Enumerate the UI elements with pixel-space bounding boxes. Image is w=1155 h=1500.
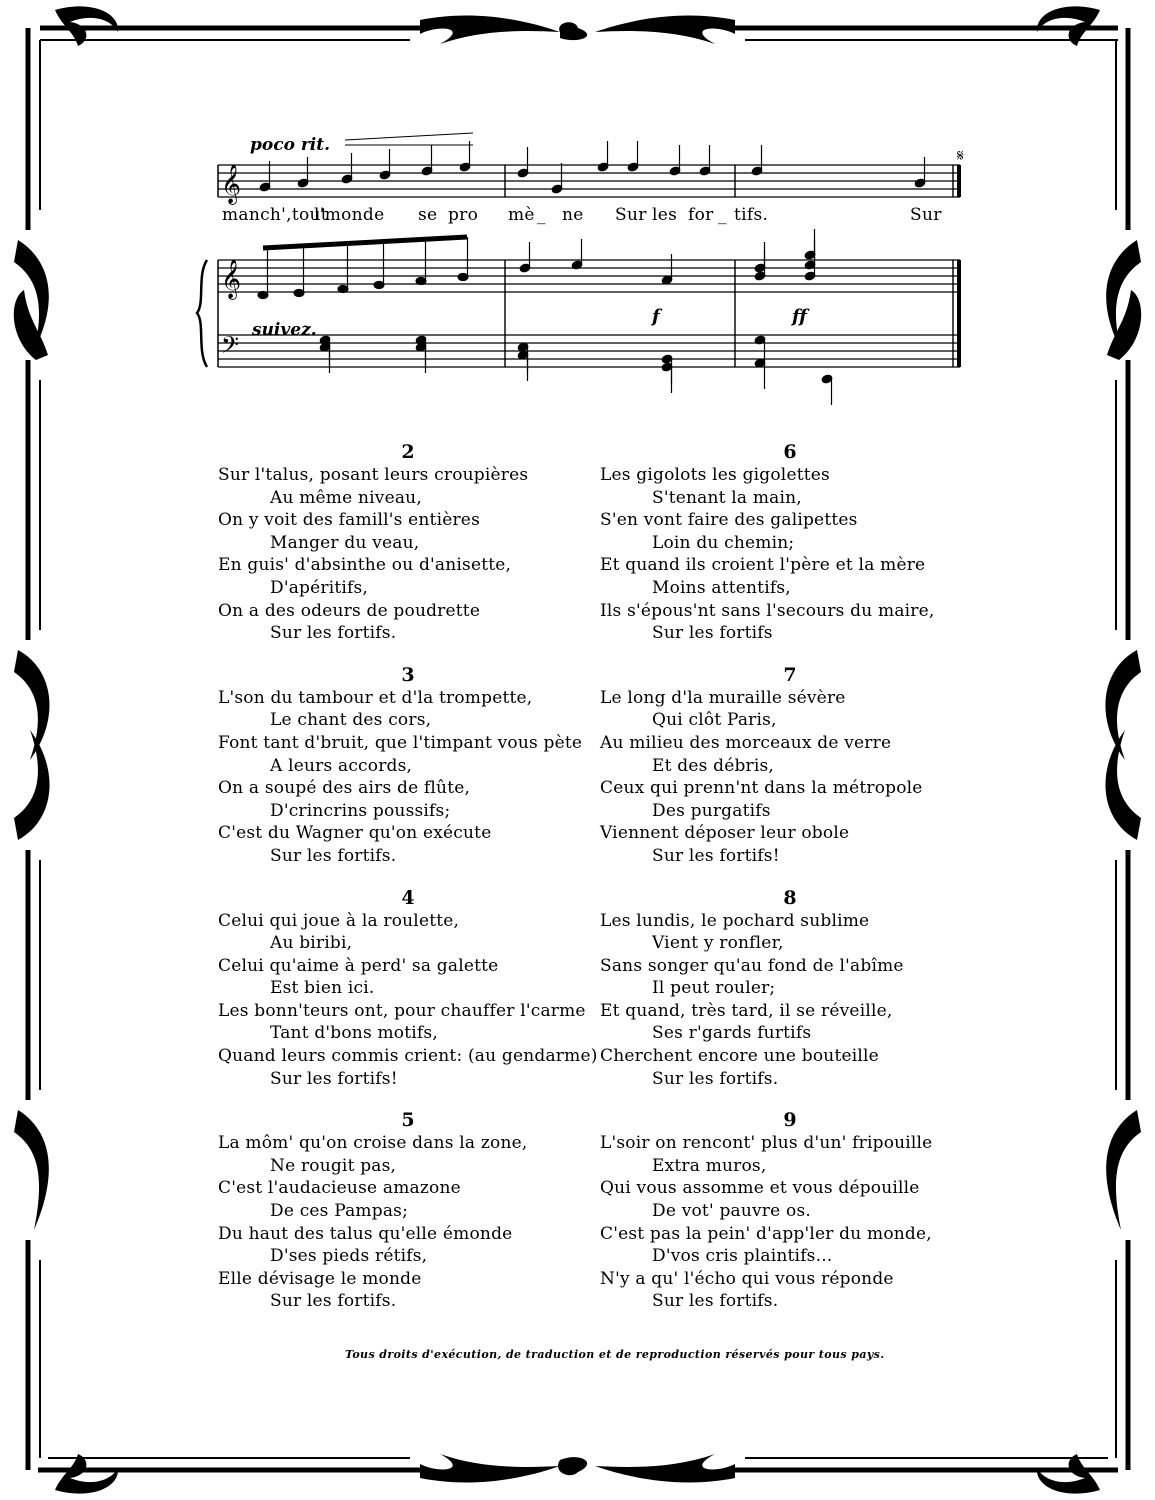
stanza-line: Elle dévisage le monde — [218, 1268, 422, 1289]
stanza-line: Quand leurs commis crient: (au gendarme) — [218, 1046, 598, 1067]
stanza-line: Ceux qui prenn'nt dans la métropole — [600, 778, 923, 799]
stanza-line: Manger du veau, — [270, 532, 420, 553]
stanza-line: En guis' d'absinthe ou d'anisette, — [218, 555, 512, 576]
piano-note — [374, 281, 384, 288]
stanza-line: Celui qu'aime à perd' sa galette — [218, 955, 499, 976]
lyric-syllable: ne — [562, 205, 584, 225]
stanza-line: Sur les fortifs. — [270, 623, 397, 644]
stanza-line: S'en vont faire des galipettes — [600, 510, 858, 531]
stanza — [600, 440, 980, 645]
stanza-line: Sur les fortifs. — [270, 845, 397, 866]
stanza — [600, 663, 980, 868]
svg-text:𝄢: 𝄢 — [221, 331, 240, 364]
music-staves — [195, 125, 975, 405]
lyric-syllable: _ — [537, 205, 546, 225]
stanza-line: Au milieu des morceaux de verre — [600, 732, 892, 753]
stanza-line: Qui vous assomme et vous dépouille — [600, 1178, 920, 1199]
stanza-line: Sur les fortifs — [652, 623, 773, 644]
dynamic-fortissimo: ff — [792, 306, 807, 327]
stanza-line: Extra muros, — [652, 1155, 767, 1176]
stanza-line: D'ses pieds rétifs, — [270, 1246, 428, 1267]
lyric-syllable: Sur — [910, 205, 942, 225]
stanza-number: 2 — [401, 441, 415, 463]
stanza-line: Ils s'épous'nt sans l'secours du maire, — [600, 600, 935, 621]
stanza-line: A leurs accords, — [270, 755, 413, 776]
stanza-line: Sur les fortifs! — [652, 845, 780, 866]
stanza — [218, 886, 598, 1091]
stanzas-left-column — [218, 440, 598, 1331]
stanza — [600, 1108, 980, 1313]
stanza-line: Il peut rouler; — [652, 978, 776, 999]
stanza-line: Sans songer qu'au fond de l'abîme — [600, 955, 904, 976]
stanza-number: 3 — [401, 663, 415, 686]
stanza-line: Ses r'gards furtifs — [652, 1023, 812, 1044]
lyric-syllable: manch',tout — [222, 205, 328, 225]
svg-text:𝄞: 𝄞 — [221, 164, 242, 204]
stanza-line: C'est du Wagner qu'on exécute — [218, 823, 492, 844]
stanza-line: On a soupé des airs de flûte, — [218, 778, 471, 799]
stanza-line: De vot' pauvre os. — [652, 1201, 811, 1222]
stanza-number: 4 — [401, 886, 415, 909]
stanza-line: Les bonn'teurs ont, pour chauffer l'carme — [218, 1000, 586, 1021]
stanza-line: Le chant des cors, — [270, 710, 432, 731]
stanza-line: L'soir on rencont' plus d'un' fripouille — [600, 1133, 933, 1154]
stanza-line: De ces Pampas; — [270, 1201, 409, 1222]
stanza-line: N'y a qu' l'écho qui vous réponde — [600, 1268, 894, 1289]
copyright-notice: Tous droits d'exécution, de traduction et de reproduction réservés pour tous pays. — [345, 1348, 885, 1361]
stanza-number: 6 — [783, 441, 797, 463]
stanza-line: Sur les fortifs. — [270, 1291, 397, 1312]
stanza-line: Sur les fortifs! — [270, 1068, 398, 1089]
stanza-line: Celui qui joue à la roulette, — [218, 910, 460, 931]
stanza — [218, 1108, 598, 1313]
piano-treble-staff — [218, 260, 960, 292]
svg-text:𝄞: 𝄞 — [221, 259, 242, 299]
stanza-line: C'est l'audacieuse amazone — [218, 1178, 461, 1199]
stanza-line: Tant d'bons motifs, — [270, 1023, 438, 1044]
stanza-line: Du haut des talus qu'elle émonde — [218, 1223, 513, 1244]
stanza-line: Viennent déposer leur obole — [600, 823, 850, 844]
stanza-line: Est bien ici. — [270, 978, 375, 999]
stanza — [218, 440, 598, 645]
stanza-line: La môm' qu'on croise dans la zone, — [218, 1133, 528, 1154]
stanza-line: Sur les fortifs. — [652, 1291, 779, 1312]
lyric-syllable: _ — [718, 205, 727, 225]
stanza-line: On y voit des famill's entières — [218, 510, 480, 531]
stanza-line: Et des débris, — [652, 755, 775, 776]
stanza-line: Au biribi, — [270, 933, 353, 954]
lyric-syllable: les — [652, 205, 678, 225]
lyric-syllable: tifs. — [734, 205, 769, 225]
stanza-line: Le long d'la muraille sévère — [600, 687, 846, 708]
stanza-line: Loin du chemin; — [652, 532, 795, 553]
stanza — [218, 663, 598, 868]
stanza-line: Sur l'talus, posant leurs croupières — [218, 465, 529, 485]
stanza-line: Au même niveau, — [270, 487, 422, 508]
stanzas-right-column — [600, 440, 980, 1331]
piano-note — [294, 289, 304, 296]
stanza-number: 7 — [783, 663, 797, 686]
stanza-number: 5 — [401, 1109, 415, 1132]
dynamic-forte: f — [652, 306, 660, 327]
voice-staff — [218, 165, 960, 197]
stanza-line: Ne rougit pas, — [270, 1155, 397, 1176]
stanza-line: D'apéritifs, — [270, 577, 369, 598]
piano-note — [338, 285, 348, 292]
stanza-line: S'tenant la main, — [652, 487, 802, 508]
stanza-line: Les gigolots les gigolettes — [600, 465, 830, 485]
stanza-line: Qui clôt Paris, — [652, 710, 777, 731]
piano-note — [258, 291, 268, 298]
stanza-line: Et quand, très tard, il se réveille, — [600, 1000, 893, 1021]
piano-note — [458, 273, 468, 280]
stanza-number: 8 — [783, 886, 797, 909]
stanza-line: On a des odeurs de poudrette — [218, 600, 481, 621]
stanza-line: Moins attentifs, — [652, 577, 791, 598]
svg-text:𝄋: 𝄋 — [957, 146, 964, 165]
stanza-line: Vient y ronfler, — [652, 933, 784, 954]
stanza-line: L'son du tambour et d'la trompette, — [218, 687, 533, 708]
stanza-line: Cherchent encore une bouteille — [600, 1046, 879, 1067]
stanza — [600, 886, 980, 1091]
stanza-line: Les lundis, le pochard sublime — [600, 910, 870, 931]
left-hand-marking: suivez. — [252, 320, 317, 340]
lyric-syllable: mè — [508, 205, 535, 225]
piano-note — [416, 277, 426, 284]
lyric-syllable: l'monde — [314, 205, 385, 225]
stanza-line: Et quand ils croient l'père et la mère — [600, 555, 926, 576]
tempo-marking: poco rit. — [250, 135, 331, 155]
stanza-line: C'est pas la pein' d'app'ler du monde, — [600, 1223, 932, 1244]
stanza-line: D'vos cris plaintifs... — [652, 1246, 833, 1267]
lyric-syllable: for — [688, 205, 714, 225]
stanza-number: 9 — [783, 1109, 797, 1132]
lyric-syllable: Sur — [615, 205, 647, 225]
lyric-syllable: se — [418, 205, 438, 225]
stanza-line: D'crincrins poussifs; — [270, 800, 451, 821]
stanza-line: Font tant d'bruit, que l'timpant vous pète — [218, 732, 583, 753]
lyric-syllable: pro — [448, 205, 479, 225]
stanza-line: Des purgatifs — [652, 800, 771, 821]
stanza-line: Sur les fortifs. — [652, 1068, 779, 1089]
